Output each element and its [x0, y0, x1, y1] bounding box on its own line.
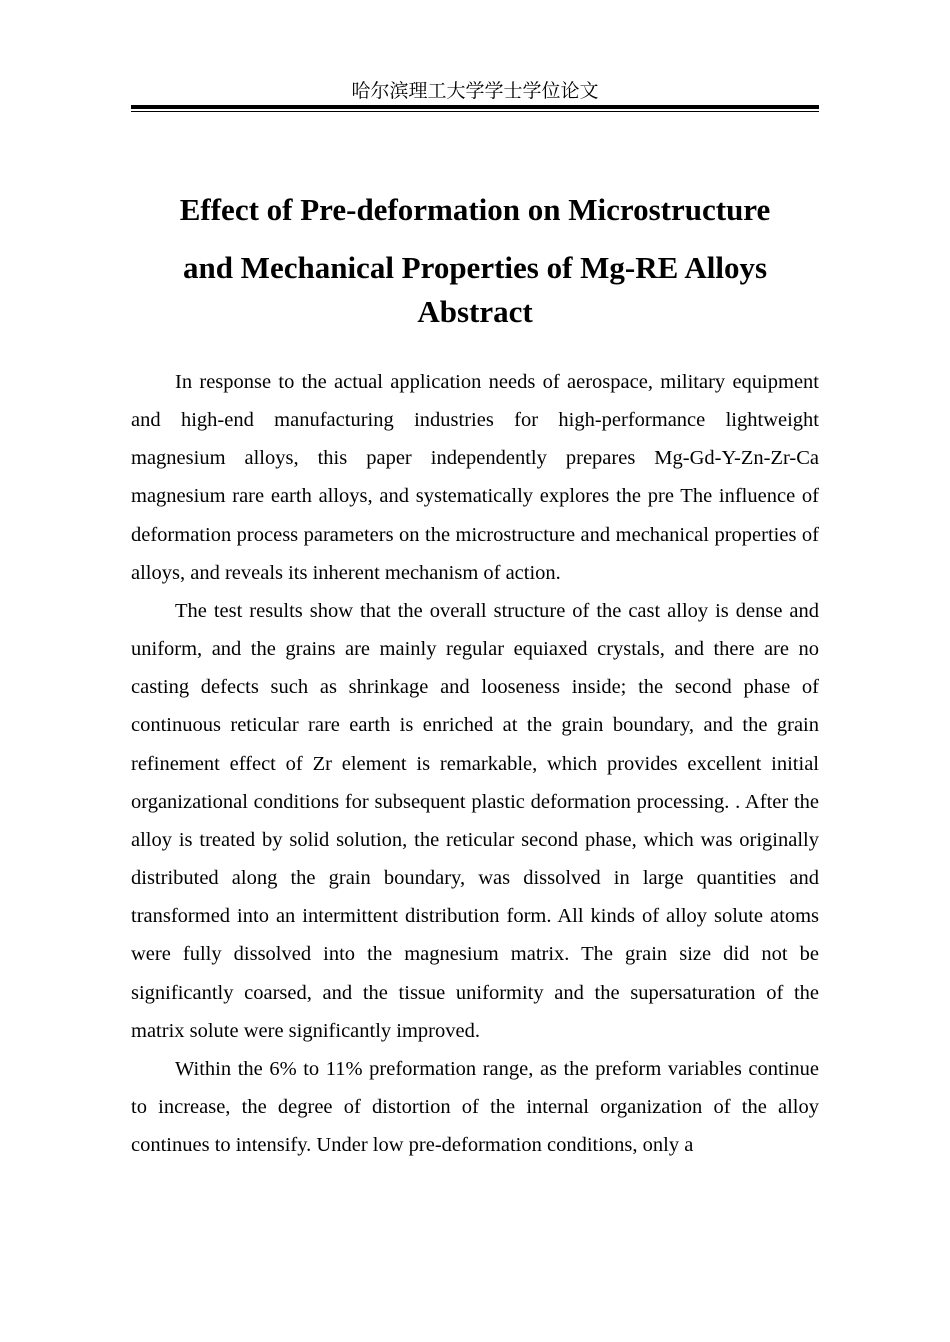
running-header: 哈尔滨理工大学学士学位论文 — [351, 80, 599, 102]
abstract-paragraph-2: The test results show that the overall structure of the cast alloy is dense and uniform, and the grains are mainly regular equiaxed crystals, and there are no casting defects such as shrinkage and looseness inside; the second phase of continuous reticular rare earth is enriched at the grain boundary, and the grain refinement effect of Zr element is remarkable, which provides excellent initial organizational conditions for subsequent plastic deformation processing. . After the alloy is treated by solid solution, the reticular second phase, which was originally distributed along the grain boundary, was dissolved in large quantities and transformed into an intermittent distribution form. All kinds of alloy solute atoms were fully dissolved into the magnesium matrix. The grain size did not be significantly coarsed, and the tissue uniformity and the supersaturation of the matrix solute were significantly improved. — [131, 599, 819, 1042]
paper-title-line-1: Effect of Pre-deformation on Microstructure — [179, 192, 771, 227]
abstract-paragraph-1: In response to the actual application needs of aerospace, military equipment and high-end manufacturing industries for high-performance lightweight magnesium alloys, this paper independently prepares Mg-Gd-Y-Zn-Zr-Ca magnesium rare earth alloys, and systematically explores the pre The influence of deformation process parameters on the microstructure and mechanical properties of alloys, and reveals its inherent mechanism of action. — [131, 371, 819, 584]
header-rule-thin — [131, 111, 819, 112]
abstract-body — [131, 363, 819, 1164]
paper-title — [131, 181, 819, 297]
header-rule-thick — [131, 105, 819, 109]
paper-title-line-2: and Mechanical Properties of Mg-RE Alloys — [182, 250, 768, 285]
abstract-heading: Abstract — [417, 294, 533, 329]
abstract-paragraph-3: Within the 6% to 11% preformation range, as the preform variables continue to increase, the degree of distortion of the internal organization of the alloy continues to intensify. Under low pre-deformation conditions, only a — [131, 1057, 819, 1157]
